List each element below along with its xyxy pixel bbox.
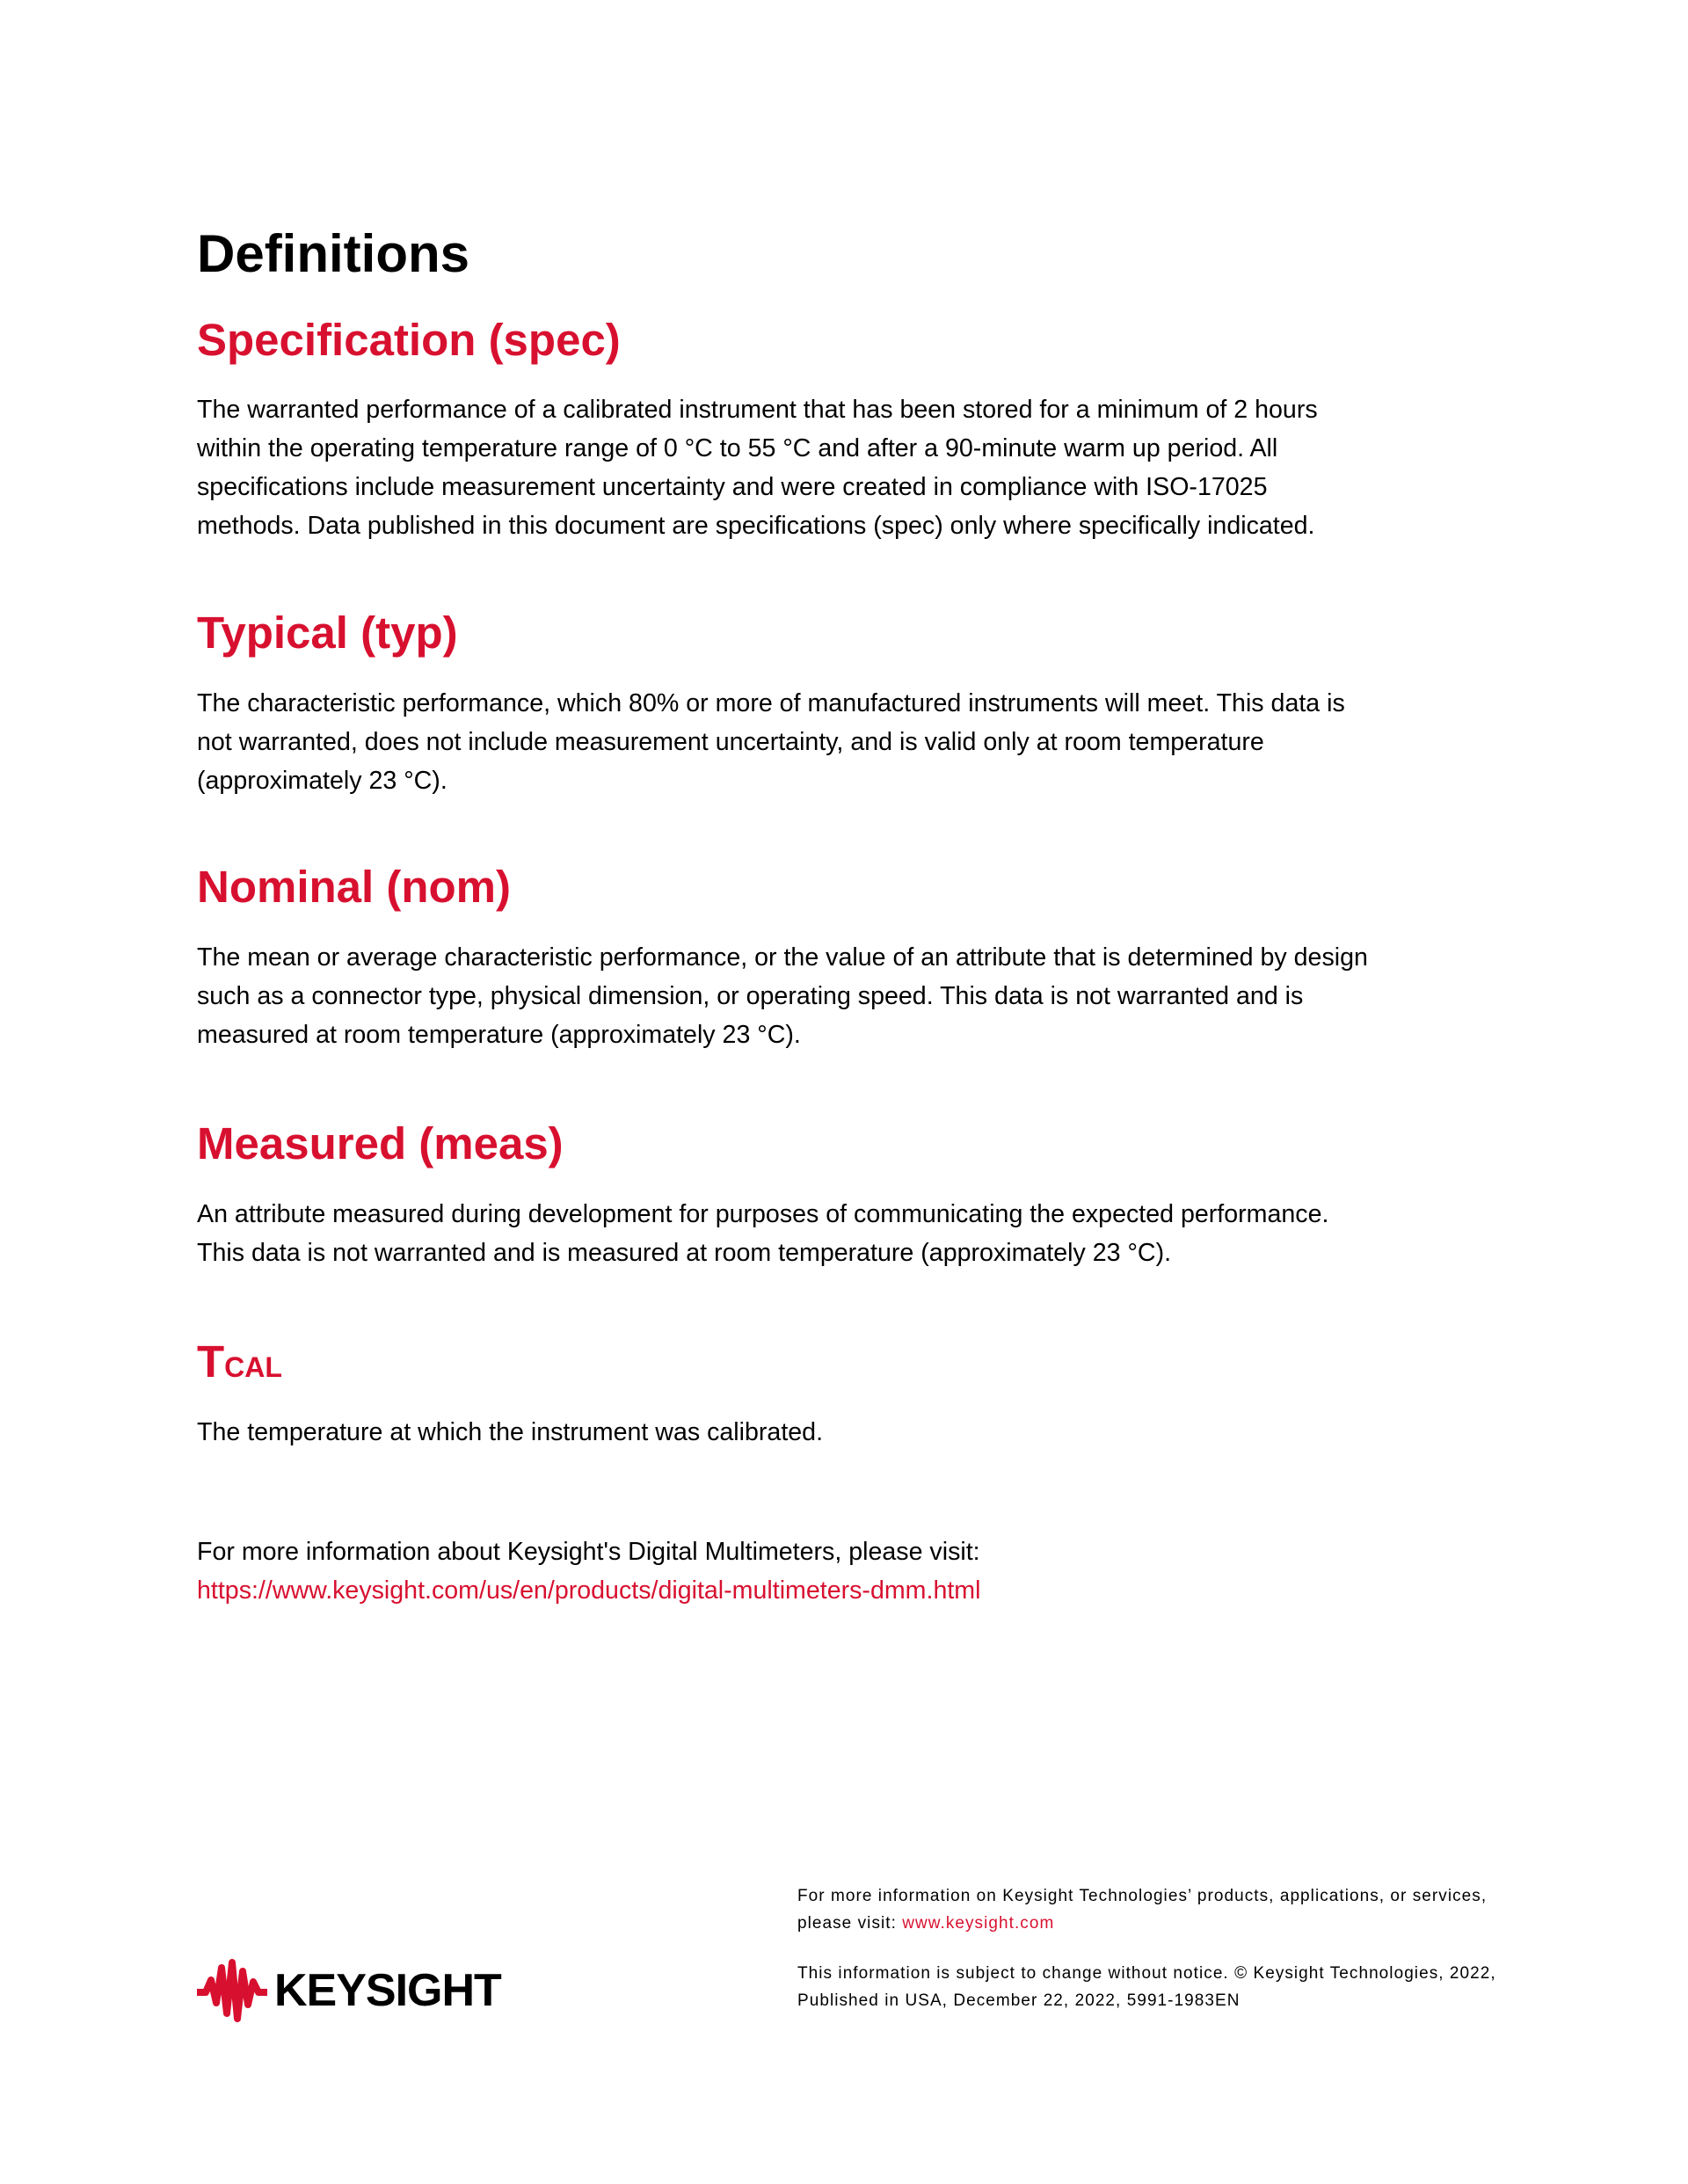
keysight-wave-icon (197, 1959, 267, 2022)
more-info-text: For more information about Keysight's Digital Multimeters, please visit: (197, 1538, 980, 1566)
text-line: The warranted performance of a calibrated instrument that has been stored for a minimum of 2 hours (197, 396, 1318, 424)
section-heading-nom: Nominal (nom) (197, 862, 511, 912)
page-title: Definitions (197, 224, 469, 283)
section-heading-typ: Typical (typ) (197, 608, 458, 658)
dmm-products-link[interactable]: https://www.keysight.com/us/en/products/digital-multimeters-dmm.html (197, 1576, 981, 1605)
text-line: The mean or average characteristic performance, or the value of an attribute that is determined by design (197, 943, 1368, 972)
section-body-spec (197, 390, 1318, 545)
section-heading-tcal (197, 1336, 282, 1394)
keysight-logo (197, 1959, 501, 2022)
text-line: not warranted, does not include measurement uncertainty, and is valid only at room temperature (197, 728, 1264, 756)
tcal-main: T (197, 1336, 225, 1387)
section-body-nom (197, 938, 1368, 1054)
text-line: such as a connector type, physical dimension, or operating speed. This data is not warranted and is (197, 982, 1304, 1010)
text-line: methods. Data published in this document are specifications (spec) only where specifically indicated. (197, 512, 1315, 540)
footer-visit-label: please visit: (797, 1914, 903, 1933)
footer-legal (797, 1960, 1496, 2014)
footer-line: For more information on Keysight Technologies’ products, applications, or services, (797, 1887, 1488, 1905)
footer-line (797, 1910, 1487, 1937)
text-line: The temperature at which the instrument was calibrated. (197, 1418, 824, 1446)
text-line: This data is not warranted and is measured at room temperature (approximately 23 °C). (197, 1239, 1172, 1267)
text-line: An attribute measured during development for purposes of communicating the expected performance. (197, 1200, 1329, 1228)
logo-text: KEYSIGHT (274, 1965, 501, 2016)
text-line: specifications include measurement uncertainty and were created in compliance with ISO-17025 (197, 473, 1268, 501)
keysight-website-link[interactable]: www.keysight.com (902, 1914, 1055, 1933)
section-body-tcal (197, 1413, 823, 1452)
text-line: The characteristic performance, which 80% or more of manufactured instruments will meet. This data is (197, 689, 1345, 717)
tcal-subscript: CAL (224, 1351, 282, 1383)
text-line: within the operating temperature range of 0 °C to 55 °C and after a 90-minute warm up period. All (197, 434, 1278, 462)
footer-line: This information is subject to change without notice. © Keysight Technologies, 2022, (797, 1964, 1496, 1983)
section-body-meas (197, 1195, 1328, 1272)
section-heading-spec: Specification (spec) (197, 315, 621, 365)
text-line: (approximately 23 °C). (197, 767, 447, 795)
more-info (197, 1532, 980, 1610)
text-line: measured at room temperature (approximately 23 °C). (197, 1021, 801, 1049)
section-body-typ (197, 684, 1345, 800)
footer-info (797, 1882, 1487, 1937)
section-heading-meas: Measured (meas) (197, 1118, 564, 1168)
footer-line: Published in USA, December 22, 2022, 5991-1983EN (797, 1991, 1241, 2010)
